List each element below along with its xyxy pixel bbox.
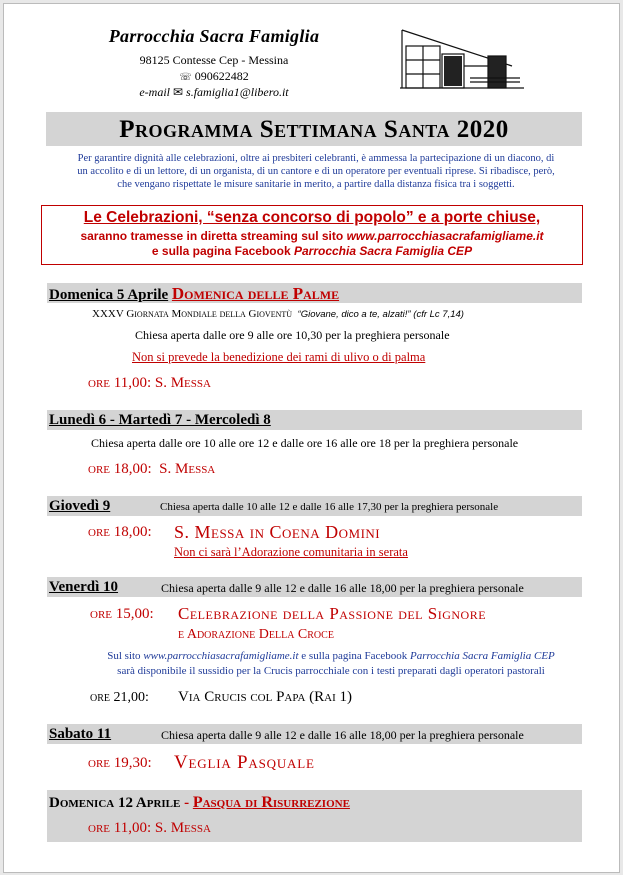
parish-phone [64,69,364,84]
sussidio-line-1 [46,649,616,664]
feast-name: Pasqua di Risurrezione [192,794,350,811]
event-name: S. Messa [154,375,211,391]
notice-site-link[interactable]: www.parrocchiasacrafamigliame.it [346,229,544,243]
opening-hours: Chiesa aperta dalle ore 9 alle ore 10,30 per la preghiera personale [135,328,450,342]
info-site-link[interactable]: www.parrocchiasacrafamigliame.it [143,650,299,662]
day-label: Domenica 5 Aprile [49,287,169,303]
feast-name: Domenica delle Palme [171,284,340,303]
via-crucis-time [90,690,149,706]
day-label: Sabato 11 [49,726,112,742]
opening-hours: Chiesa aperta dalle 9 alle 12 e dalle 16 alle 18,00 per la preghiera personale [161,581,524,595]
time-value: 21,00: [113,690,149,705]
day-label: Lunedì 6 - Martedì 7 - Mercoledì 8 [49,412,271,428]
time-value: 11,00: [113,820,152,836]
opening-hours: Chiesa aperta dalle ore 10 alle ore 12 e dalle ore 16 alle ore 18 per la preghiera personale [91,436,519,450]
gmg-line [92,308,464,320]
notice-line-3 [42,244,582,258]
day-heading-thursday [49,498,110,515]
email-label: e-mail [139,85,170,99]
time-value: 15,00: [115,606,154,622]
page [3,3,620,873]
time-prefix: ore [88,461,110,477]
mass-time-saturday [88,755,152,772]
day-label: Venerdì 10 [49,579,119,595]
via-crucis-event: Via Crucis col Papa (Rai 1) [178,689,353,705]
notice-streaming-text: saranno tramesse in diretta streaming sul sito [80,229,344,243]
event-name: Celebrazione della Passione del Signore [178,604,487,623]
parish-name: Parrocchia Sacra Famiglia [108,26,320,46]
event-name: S. Messa [154,820,211,836]
info-text: e sulla pagina Facebook [301,650,408,662]
mass-time-monday-wednesday [88,461,215,478]
page-title: Programma Settimana Santa 2020 [46,112,582,146]
intro-line: Per garantire dignità alle celebrazioni, oltre ai presbiteri celebranti, è ammessa la partecipazione di un diacono, di [77,153,555,164]
mass-time-easter [88,820,211,837]
notice-headline: Le Celebrazioni, “senza concorso di popolo” e a porte chiuse, [83,209,541,226]
time-value: 18,00: [113,461,152,477]
time-prefix: ore [90,690,110,705]
day-label: Domenica 12 Aprile [49,795,181,811]
time-value: 11,00: [113,375,152,391]
warning-note: Non si prevede la benedizione dei rami di ulivo o di palma [132,350,426,364]
phone-number: 090622482 [194,69,249,83]
event-name: S. Messa in Coena Domini [174,522,381,542]
time-prefix: ore [88,375,110,391]
phone-icon: ☏ [179,72,192,83]
time-prefix: ore [88,524,110,540]
time-value: 19,30: [113,755,152,771]
day-heading-monday-wednesday [49,412,271,429]
intro-paragraph [46,152,586,191]
event-name: Veglia Pasquale [174,752,315,773]
info-facebook-link[interactable]: Parrocchia Sacra Famiglia CEP [410,650,555,662]
email-address: s.famiglia1@libero.it [186,85,289,99]
streaming-notice [41,205,583,265]
parish-email [64,85,364,100]
intro-line: che vengano rispettate le misure sanitarie in merito, a partire dalla distanza fisica tra i soggetti. [117,179,515,190]
time-prefix: ore [90,606,112,622]
time-prefix: ore [88,755,110,771]
heading-dash: - [184,795,190,811]
mass-time-friday [90,606,154,623]
opening-hours: Chiesa aperta dalle 9 alle 12 e dalle 16 alle 18,00 per la preghiera personale [161,728,524,742]
letterhead [64,26,364,100]
day-heading-sunday [49,284,339,304]
sussidio-line-2: sarà disponibile il sussidio per la Crucis parrocchiale con i testi preparati dagli operatori pastorali [117,665,545,677]
notice-facebook-link[interactable]: Parrocchia Sacra Famiglia CEP [293,244,473,258]
day-heading-saturday [49,726,111,743]
gmg-reference: (cfr Lc 7,14) [413,309,464,320]
church-drawing-icon [400,26,524,96]
notice-facebook-text: e sulla pagina Facebook [151,244,291,258]
event-name: S. Messa [159,461,216,477]
gmg-title: XXXV Giornata Mondiale della Gioventù [92,308,293,320]
time-prefix: ore [88,820,110,836]
day-heading-friday [49,579,118,596]
parish-address: 98125 Contesse Cep - Messina [139,53,289,67]
envelope-icon: ✉ [172,85,184,99]
day-label: Giovedì 9 [49,498,111,514]
warning-note: Non ci sarà l’Adorazione comunitaria in serata [174,545,408,559]
gmg-quote: “Giovane, dico a te, alzati!” [297,309,411,320]
intro-line: un accolito e di un lettore, di un organista, di un cantore e di un operatore per eventuali riprese. Si ribadisce, però, [77,166,555,177]
sussidio-info [46,649,616,679]
day-heading-easter [49,794,350,812]
time-value: 18,00: [113,524,152,540]
notice-line-2 [42,229,582,243]
mass-time-sunday [88,375,211,392]
mass-time-thursday [88,524,152,541]
opening-hours: Chiesa aperta dalle 10 alle 12 e dalle 16 alle 17,30 per la preghiera personale [160,501,499,513]
info-text: Sul sito [107,650,141,662]
event-subtitle: e Adorazione Della Croce [178,627,334,642]
